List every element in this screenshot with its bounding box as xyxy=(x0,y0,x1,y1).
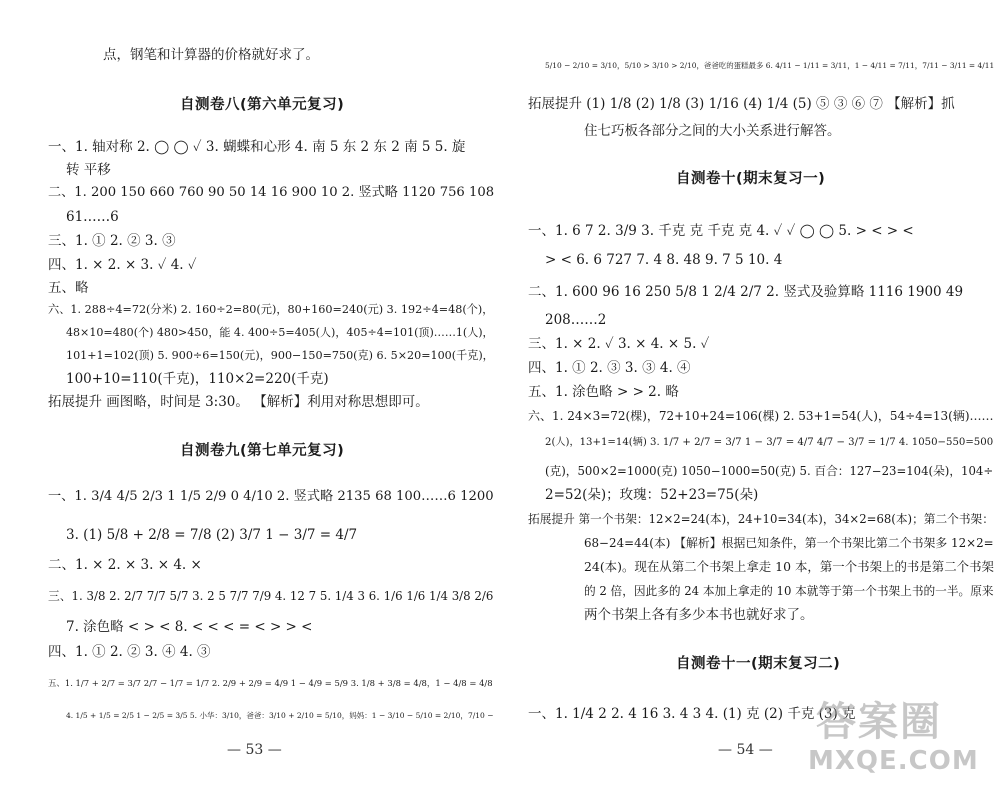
text-line: 住七巧板各部分之间的大小关系进行解答。 xyxy=(584,123,841,139)
text-line: 点，钢笔和计算器的价格就好求了。 xyxy=(103,47,319,63)
text-line: 一、1. 轴对称 2. ◯ ◯ ✓ 3. 蝴蝶和心形 4. 南 5 东 2 东 2 南 5 5. 旋 xyxy=(48,139,466,155)
text-line: 三、1. 3/8 2. 2/7 7/7 5/7 3. 2 5 7/7 7/9 4. 12 7 5. 1/4 3 6. 1/6 1/6 1/4 3/8 2/6 xyxy=(48,589,494,603)
text-line: 拓展提升 第一个书架：12×2=24(本)，24+10=34(本)，34×2=68(本)；第二个书架： xyxy=(528,512,994,526)
text-line: 三、1. ① 2. ② 3. ③ xyxy=(48,233,176,249)
text-line: 48×10=480(个) 480>450，能 4. 400÷5=405(人)，405÷4=101(顶)……1(人)， xyxy=(66,326,494,339)
text-line: > < 6. 6 727 7. 4 8. 48 9. 7 5 10. 4 xyxy=(545,252,783,268)
text-line: 二、1. 200 150 660 760 90 50 14 16 900 10 2. 竖式略 1120 756 108 xyxy=(48,185,495,200)
watermark-bottom-text: MXQE.COM xyxy=(808,746,979,776)
text-line: 2=52(朵)；玫瑰：52+23=75(朵) xyxy=(545,487,759,503)
section-title-8: 自测卷八(第六单元复习) xyxy=(180,97,345,113)
page-number: — 54 — xyxy=(718,742,773,758)
text-line: 四、1. ① 2. ③ 3. ③ 4. ④ xyxy=(528,360,691,376)
text-line: 一、1. 3/4 4/5 2/3 1 1/5 2/9 0 4/10 2. 竖式略 2135 68 100……6 1200 xyxy=(48,489,494,504)
right-page xyxy=(500,0,1000,785)
text-line: 101+1=102(顶) 5. 900÷6=150(元)，900−150=750(克) 6. 5×20=100(千克)， xyxy=(66,349,494,362)
text-line: 68−24=44(本) 【解析】根据已知条件，第一个书架比第二个书架多 12×2= xyxy=(584,536,994,550)
text-line: 四、1. × 2. × 3. ✓ 4. ✓ xyxy=(48,257,197,273)
text-line: 两个书架上各有多少本书也就好求了。 xyxy=(584,607,814,623)
text-line: 二、1. × 2. × 3. × 4. × xyxy=(48,557,202,573)
text-line: 4. 1/5 + 1/5 = 2/5 1 − 2/5 = 3/5 5. 小华：3/10，爸爸：3/10 + 2/10 = 5/10，妈妈：1 − 3/10 − 5/10 = 2/10，7/10 − xyxy=(66,711,494,720)
text-line: 五、1. 涂色略 > > 2. 略 xyxy=(528,384,679,400)
section-title-11: 自测卷十一(期末复习二) xyxy=(676,656,841,672)
text-line: 一、1. 6 7 2. 3/9 3. 千克 克 千克 克 4. ✓ ✓ ◯ ◯ 5. > < > < xyxy=(528,223,914,239)
text-line: 3. (1) 5/8 + 2/8 = 7/8 (2) 3/7 1 − 3/7 = 4/7 xyxy=(66,527,358,543)
text-line: 六、1. 24×3=72(棵)，72+10+24=106(棵) 2. 53+1=54(人)，54÷4=13(辆)…… xyxy=(528,409,994,423)
text-line: 六、1. 288÷4=72(分米) 2. 160÷2=80(元)，80+160=240(元) 3. 192÷4=48(个)， xyxy=(48,303,494,316)
text-line: 5/10 − 2/10 = 3/10，5/10 > 3/10 > 2/10，爸爸吃的蛋糕最多 6. 4/11 − 1/11 = 3/11，1 − 4/11 = 7/11，7/11 − 3/11 = 4/11 xyxy=(545,61,995,70)
text-line: 24(本)。现在从第二个书架上拿走 10 本，第一个书架上的书是第二个书架 xyxy=(584,559,994,574)
section-title-9: 自测卷九(第七单元复习) xyxy=(180,443,345,459)
text-line: 7. 涂色略 < > < 8. < < < = < > > < xyxy=(66,619,313,635)
text-line: 五、1. 1/7 + 2/7 = 3/7 2/7 − 1/7 = 1/7 2. 2/9 + 2/9 = 4/9 1 − 4/9 = 5/9 3. 1/8 + 3/8 = 4/8，1 − 4/8 = 4/8 xyxy=(48,678,493,688)
text-line: 的 2 倍，因此多的 24 本加上拿走的 10 本就等于第一个书架上书的一半。原来 xyxy=(584,584,994,598)
text-line: 四、1. ① 2. ② 3. ④ 4. ③ xyxy=(48,644,211,660)
text-line: 一、1. 1/4 2 2. 4 16 3. 4 3 4. (1) 克 (2) 千克 (3) 克 xyxy=(528,706,856,722)
page-number: — 53 — xyxy=(227,742,282,758)
text-line: (克)，500×2=1000(克) 1050−1000=50(克) 5. 百合：127−23=104(朵)，104÷ xyxy=(545,464,994,478)
text-line: 208……2 xyxy=(545,312,607,328)
text-line: 拓展提升 画图略，时间是 3:30。 【解析】利用对称思想即可。 xyxy=(48,394,429,410)
text-line: 61……6 xyxy=(66,209,119,225)
watermark-logo xyxy=(808,690,993,780)
section-title-10: 自测卷十(期末复习一) xyxy=(676,171,826,187)
watermark-top-text: 答案圈 xyxy=(816,699,942,745)
text-line: 三、1. × 2. ✓ 3. × 4. × 5. ✓ xyxy=(528,336,710,352)
text-line: 2(人)，13+1=14(辆) 3. 1/7 + 2/7 = 3/7 1 − 3/7 = 4/7 4/7 − 3/7 = 1/7 4. 1050−550=500 xyxy=(545,437,994,448)
text-line: 五、略 xyxy=(48,280,89,296)
text-line: 二、1. 600 96 16 250 5/8 1 2/4 2/7 2. 竖式及验算略 1116 1900 49 xyxy=(528,284,964,300)
text-line: 100+10=110(千克)，110×2=220(千克) xyxy=(66,371,329,387)
text-line: 转 平移 xyxy=(66,162,111,178)
text-line: 拓展提升 (1) 1/8 (2) 1/8 (3) 1/16 (4) 1/4 (5) ⑤ ③ ⑥ ⑦ 【解析】抓 xyxy=(528,96,955,112)
